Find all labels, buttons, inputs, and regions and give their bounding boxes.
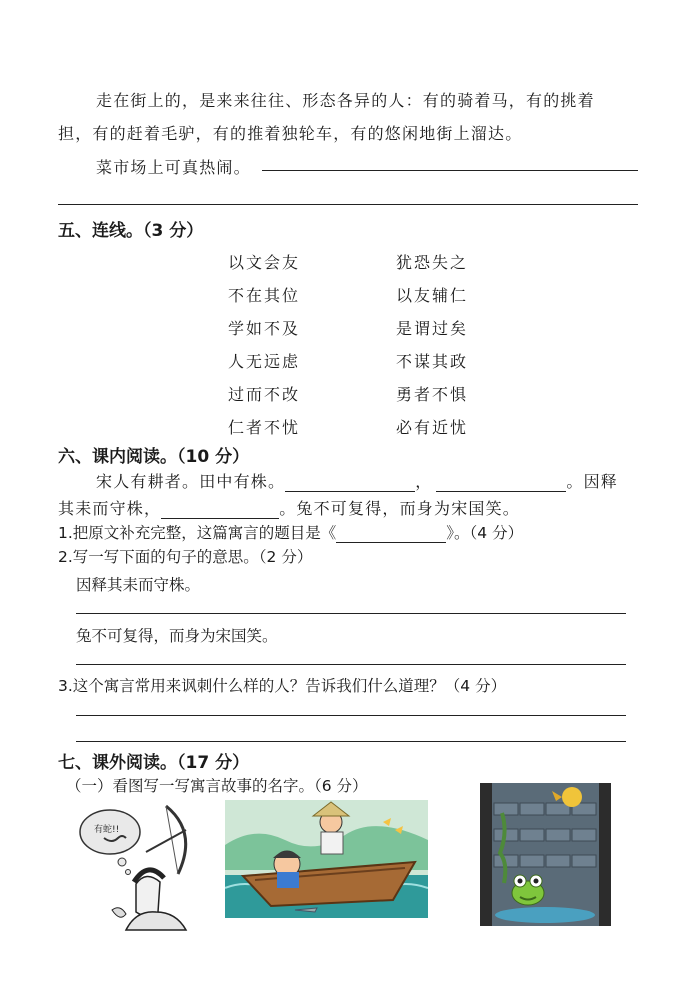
passage-line-1: 走在街上的，是来来往往、形态各异的人：有的骑着马，有的挑着 [96, 91, 595, 110]
original-text: ， [415, 472, 433, 491]
original-text: 。兔不可复得，而身为宋国笑。 [279, 499, 521, 518]
answer-line[interactable] [76, 715, 626, 716]
match-right-item[interactable]: 犹恐失之 [396, 253, 469, 272]
original-text: 宋人有耕者。田中有株。 [96, 472, 286, 491]
question-2: 2.写一写下面的句子的意思。（2 分） [58, 548, 313, 566]
passage-line-3: 菜市场上可真热闹。 [96, 158, 251, 177]
original-text: 其耒而守株， [58, 499, 162, 518]
match-left-item[interactable]: 不在其位 [228, 286, 301, 305]
answer-line[interactable] [76, 664, 626, 665]
match-left-item[interactable]: 以文会友 [228, 253, 301, 272]
illustration-snake-shadow [76, 802, 196, 932]
question-1 [58, 521, 523, 543]
illustration-boat [225, 800, 428, 918]
question-1-text: 1.把原文补充完整，这篇寓言的题目是《 [58, 524, 337, 542]
original-text-line-2 [58, 496, 520, 519]
match-left-column [228, 250, 300, 448]
blank-2[interactable] [436, 475, 566, 492]
match-left-item[interactable]: 仁者不忧 [228, 418, 301, 437]
title-blank[interactable] [336, 526, 446, 543]
match-right-item[interactable]: 勇者不惧 [396, 385, 469, 404]
match-left-item[interactable]: 学如不及 [228, 319, 301, 338]
blank-3[interactable] [161, 502, 279, 519]
section-5-heading: 五、连线。（3 分） [58, 221, 204, 241]
illustration-frog-in-well [480, 783, 611, 926]
passage-line-2: 担，有的赶着毛驴，有的推着独轮车，有的悠闲地街上溜达。 [58, 124, 523, 143]
answer-line[interactable] [76, 613, 626, 614]
question-1-score: 》。（4 分） [446, 524, 524, 542]
thought-bubble-text: 有蛇!! [94, 825, 120, 835]
blank-1[interactable] [285, 475, 415, 492]
answer-line[interactable] [76, 741, 626, 742]
match-right-item[interactable]: 以友辅仁 [396, 286, 469, 305]
match-right-item[interactable]: 必有近忧 [396, 418, 469, 437]
match-right-item[interactable]: 不谋其政 [396, 352, 469, 371]
match-left-item[interactable]: 人无远虑 [228, 352, 301, 371]
original-text: 。因释 [566, 472, 619, 491]
section-7-sub-1: （一）看图写一写寓言故事的名字。（6 分） [66, 777, 368, 795]
question-2-sentence-2: 兔不可复得，而身为宋国笑。 [76, 627, 278, 645]
match-left-item[interactable]: 过而不改 [228, 385, 301, 404]
original-text-line-1 [96, 469, 618, 492]
section-7-heading: 七、课外阅读。（17 分） [58, 753, 250, 773]
match-right-item[interactable]: 是谓过矣 [396, 319, 469, 338]
match-right-column [396, 250, 468, 448]
question-3: 3.这个寓言常用来讽刺什么样的人？告诉我们什么道理？（4 分） [58, 677, 507, 695]
section-6-heading: 六、课内阅读。（10 分） [58, 447, 250, 467]
question-2-sentence-1: 因释其耒而守株。 [76, 576, 201, 594]
answer-line[interactable] [262, 170, 638, 171]
answer-line[interactable] [58, 204, 638, 205]
